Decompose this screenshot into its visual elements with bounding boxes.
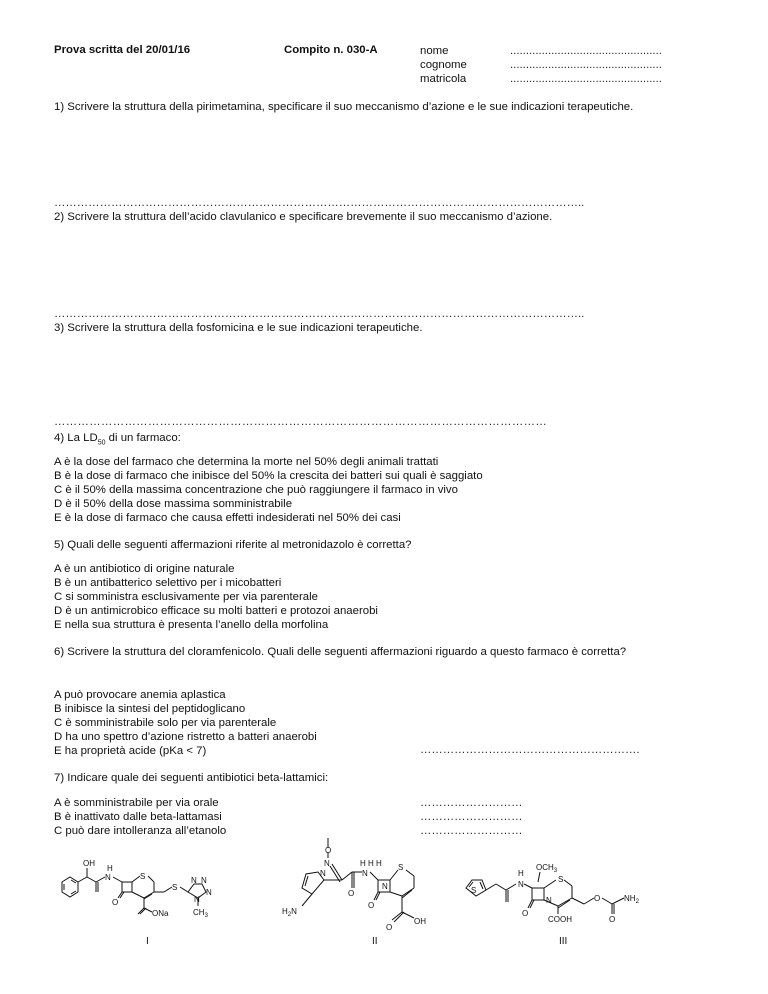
question-5: 5) Quali delle seguenti affermazioni riferite al metronidazolo è corretta? [54,539,412,551]
s1-ona-label: ONa [152,909,169,918]
structure-i-drawing [52,850,252,936]
q7-answer-lines [420,796,523,838]
s1-oh-label: OH [83,859,95,868]
answer-line-b: ……………………… [420,811,523,823]
s1-tetrazole-n1-label: N [191,876,197,885]
answer-line-a: ……………………… [420,797,523,809]
structure-label-iii: III [559,936,568,947]
option-c: C si somministra esclusivamente per via parenterale [54,591,318,603]
separator-2: ………………………………………………………………………………………………………………………….. [54,308,585,320]
s3-s-label: S [558,875,564,884]
s3-och3-label: $OCH_3$ [536,863,558,874]
option-b: B è un antibatterico selettivo per i micobatteri [54,577,282,589]
option-e: E ha proprietà acide (pKa < 7) [54,745,207,757]
exam-title: Prova scritta del 20/01/16 [54,44,191,56]
option-a: A può provocare anemia aplastica [54,689,226,701]
s3-lactam-o-label: O [522,909,529,918]
s2-hhh-label: H H H [360,859,382,868]
option-e: E è la dose di farmaco che causa effetti indesiderati nel 50% dei casi [54,512,401,524]
s2-amide-o-label: O [348,889,355,898]
s2-ring-n-label: N [320,869,326,878]
structure-ii-drawing [278,836,458,940]
field-cognome: cognome ................................................ [420,59,662,71]
separator-1: ………………………………………………………………………………………………………………………….. [54,197,585,209]
s2-acid-o-label: O [386,923,393,932]
s3-n-label: N [518,880,524,889]
question-3: 3) Scrivere la struttura della fosfomicina e le sue indicazioni terapeutiche. [54,322,423,334]
s2-oxime-o-label: O [325,846,332,855]
s3-carbonyl-o-label: O [609,915,616,924]
s3-cooh-label: COOH [548,915,572,924]
q7-options [54,796,226,838]
option-c: C è il 50% della massima concentrazione che può raggiungere il farmaco in vivo [54,484,458,496]
option-a: A è un antibiotico di origine naturale [54,563,235,575]
option-b: B è inattivato dalle beta-lattamasi [54,811,222,823]
q4-options [54,455,483,525]
option-e: E nella sua struttura è presenta l’anello della morfolina [54,619,329,631]
s1-h-label: H [107,864,113,873]
s2-amide-n-label: N [362,869,368,878]
s2-h2n-label: $H_2N$ [282,907,297,918]
s3-h-label: H [518,869,524,878]
option-c: C può dare intolleranza all’etanolo [54,825,227,837]
structure-label-ii: II [372,936,378,947]
option-a: A è somministrabile per via orale [54,797,219,809]
option-d: D è il 50% della dose massima somministrabile [54,498,293,510]
question-7: 7) Indicare quale dei seguenti antibiotici beta-lattamici: [54,772,329,784]
field-matricola: matricola ................................................ [420,73,662,85]
option-d: D è un antimicrobico efficace su molti batteri e protozoi anaerobi [54,605,378,617]
s3-ester-o-label: O [594,894,601,903]
s3-nh2-label: $NH_2$ [624,894,639,905]
s1-tetrazole-n4-label: N [194,895,200,904]
structure-label-i: I [146,936,149,947]
s2-oxime-n-label: N [324,859,330,868]
question-2: 2) Scrivere la struttura dell’acido clavulanico e specificare brevemente il suo meccanismo d’azione. [54,211,553,223]
option-a: A è la dose del farmaco che determina la morte nel 50% degli animali trattati [54,456,439,468]
s3-thiophene-s-label: S [471,886,477,895]
s1-s2-label: S [172,883,178,892]
structure-iii-drawing [460,852,700,938]
s1-tetrazole-n3-label: N [206,888,212,897]
question-4: 4) La $LD_{50}$ di un farmaco: [54,432,181,447]
option-d: D ha uno spettro d’azione ristretto a batteri anaerobi [54,731,317,743]
question-1: 1) Scrivere la struttura della pirimetamina, specificare il suo meccanismo d’azione e le sue indicazioni terapeutiche. [54,101,634,113]
question-6: 6) Scrivere la struttura del cloramfenicolo. Quali delle seguenti affermazioni riguardo a questo farmaco è corretta? [54,646,627,658]
answer-line-c: ……………………… [420,825,523,837]
s3-lactam-n-label: N [546,896,552,905]
s2-lactam-o-label: O [368,901,375,910]
student-fields [420,44,662,86]
q6-options [54,688,317,758]
field-nome: nome ................................................ [420,45,662,57]
option-c: C è somministrabile solo per via parenterale [54,717,277,729]
s1-o-label: O [112,898,119,907]
option-b: B è la dose di farmaco che inibisce del 50% la crescita dei batteri sui quali è saggiato [54,470,483,482]
s1-tetrazole-n2-label: N [201,876,207,885]
s1-s-label: S [140,872,146,881]
separator-3: ……………………………………………………………………………………………………………… [54,416,548,428]
s2-s-label: S [398,863,404,872]
q5-options [54,562,378,632]
s1-n-label: N [105,873,111,882]
q6-answer-line: …………………………………………………. [420,744,640,756]
s2-lactam-n-label: N [382,882,388,891]
s1-ch3-label: $CH_3$ [193,908,208,919]
option-b: B inibisce la sintesi del peptidoglicano [54,703,246,715]
s2-oh-label: OH [414,917,426,926]
exam-task-number: Compito n. 030-A [284,44,378,56]
